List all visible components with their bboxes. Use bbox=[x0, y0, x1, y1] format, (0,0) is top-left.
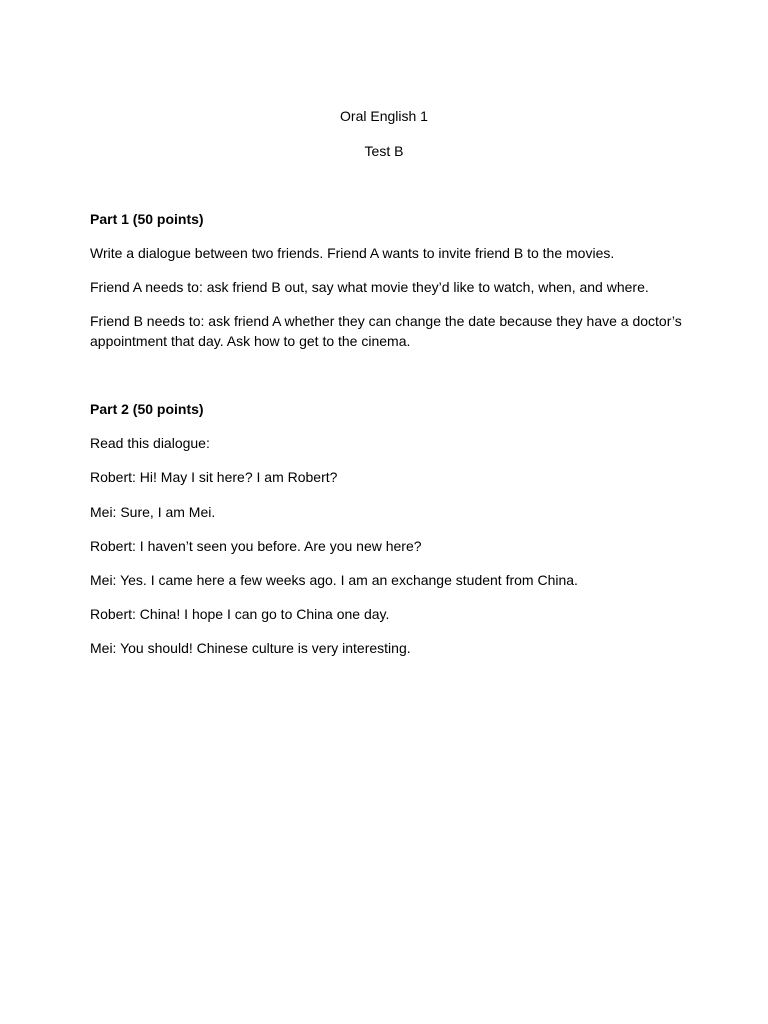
document-subtitle: Test B bbox=[364, 143, 404, 159]
part2-intro: Read this dialogue: bbox=[90, 435, 210, 451]
dialogue-line: Robert: I haven’t seen you before. Are you new here? bbox=[90, 538, 422, 554]
dialogue-line: Mei: Yes. I came here a few weeks ago. I am an exchange student from China. bbox=[90, 572, 578, 588]
part1-paragraph: Write a dialogue between two friends. Friend A wants to invite friend B to the movies. bbox=[90, 245, 615, 261]
part1-paragraph: Friend A needs to: ask friend B out, say what movie they’d like to watch, when, and where. bbox=[90, 279, 649, 295]
part2-heading: Part 2 (50 points) bbox=[90, 401, 204, 417]
dialogue-line: Robert: China! I hope I can go to China one day. bbox=[90, 606, 390, 622]
dialogue-line: Robert: Hi! May I sit here? I am Robert? bbox=[90, 469, 338, 485]
dialogue-line: Mei: You should! Chinese culture is very interesting. bbox=[90, 640, 411, 656]
document-title: Oral English 1 bbox=[340, 108, 428, 124]
dialogue-line: Mei: Sure, I am Mei. bbox=[90, 504, 216, 520]
part1-heading: Part 1 (50 points) bbox=[90, 211, 204, 227]
part1-paragraph: Friend B needs to: ask friend A whether they can change the date because they have a doctor’s appointment that day. Ask how to get to the cinema. bbox=[90, 313, 682, 349]
